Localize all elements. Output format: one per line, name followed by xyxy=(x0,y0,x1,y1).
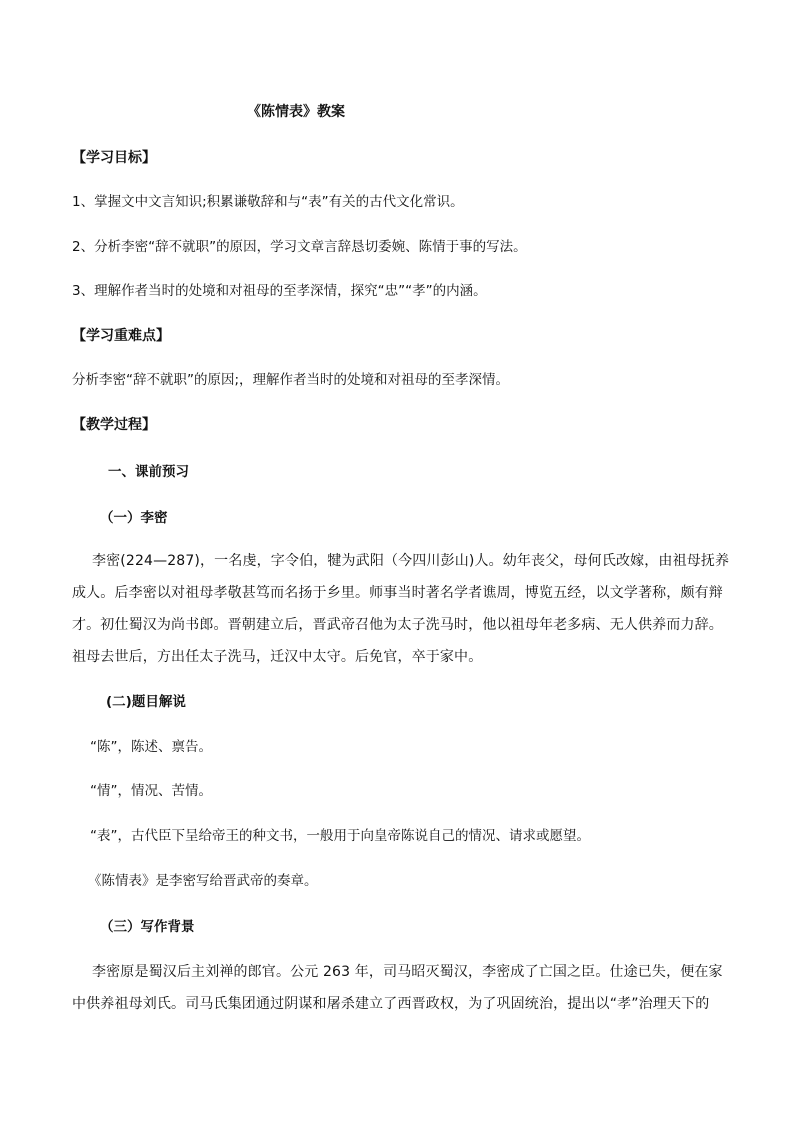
objective-item-2: 2、分析李密“辞不就职”的原因，学习文章言辞恳切委婉、陈情于事的写法。 xyxy=(72,239,527,255)
title-explain-item-1: “陈”，陈述、禀告。 xyxy=(90,739,212,755)
title-explain-item-4: 《陈情表》是李密写给晋武帝的奏章。 xyxy=(88,873,318,889)
section-preview-heading: 一、课前预习 xyxy=(108,464,189,480)
objectives-heading: 【学习目标】 xyxy=(72,150,156,166)
background-line-2: 中供养祖母刘氏。司马氏集团通过阴谋和屠杀建立了西晋政权，为了巩固统治，提出以“孝”治理天下的 xyxy=(72,996,710,1012)
key-points-text: 分析李密“辞不就职”的原因;，理解作者当时的处境和对祖母的至孝深情。 xyxy=(72,372,510,388)
objective-item-1: 1、掌握文中文言知识;积累谦敬辞和与“表”有关的古代文化常识。 xyxy=(72,194,464,210)
li-mi-line-4: 祖母去世后，方出任太子洗马，迁汉中太守。后免官，卒于家中。 xyxy=(72,649,483,665)
li-mi-line-1: 李密(224—287)，一名虔，字令伯，犍为武阳（今四川彭山)人。幼年丧父，母何氏改嫁，由祖母抚养 xyxy=(92,553,730,569)
document-title: 《陈情表》教案 xyxy=(247,104,345,120)
title-explain-item-2: “情”，情况、苦情。 xyxy=(90,783,212,799)
title-explain-item-3: “表”，古代臣下呈给帝王的种文书，一般用于向皇帝陈说自己的情况、请求或愿望。 xyxy=(90,828,590,844)
li-mi-line-2: 成人。后李密以对祖母孝敬甚笃而名扬于乡里。师事当时著名学者谯周，博览五经，以文学著称，颇有辩 xyxy=(72,585,723,601)
li-mi-line-3: 才。初仕蜀汉为尚书郎。晋朝建立后，晋武帝召他为太子洗马时，他以祖母年老多病、无人供养而力辞。 xyxy=(72,617,723,633)
process-heading: 【教学过程】 xyxy=(72,417,156,433)
title-explain-heading: (二)题目解说 xyxy=(106,694,186,710)
key-points-heading: 【学习重难点】 xyxy=(72,328,170,344)
li-mi-heading: （一）李密 xyxy=(100,510,168,526)
background-line-1: 李密原是蜀汉后主刘禅的郎官。公元 263 年，司马昭灭蜀汉，李密成了亡国之臣。仕途已失，便在家 xyxy=(92,964,723,980)
background-heading: （三）写作背景 xyxy=(100,919,195,935)
objective-item-3: 3、理解作者当时的处境和对祖母的至孝深情，探究“忠”“孝”的内涵。 xyxy=(72,283,487,299)
